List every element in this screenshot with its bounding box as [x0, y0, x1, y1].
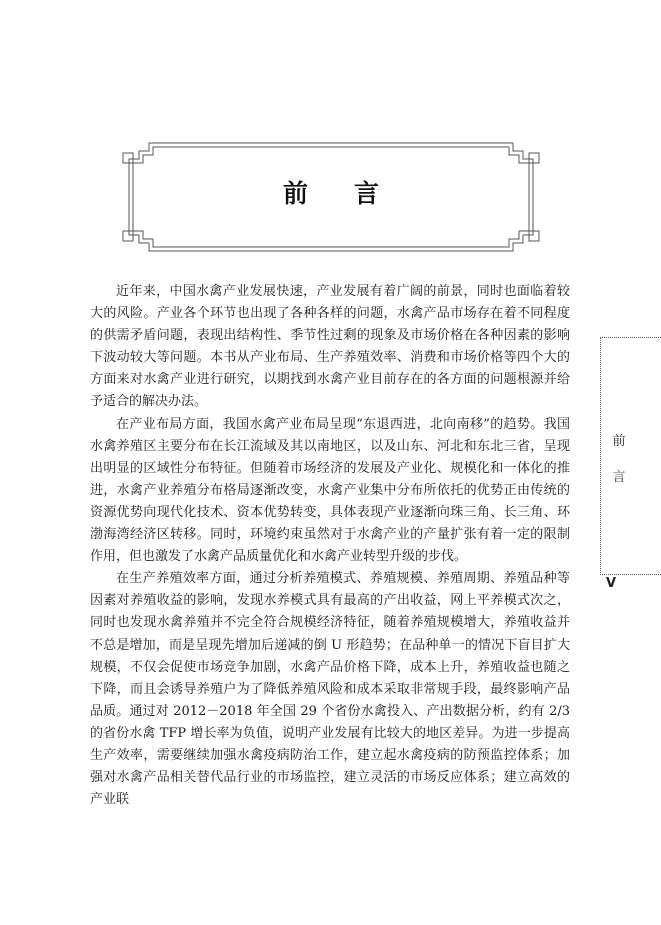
- preface-body: [90, 281, 570, 811]
- page-title: 前言: [282, 179, 425, 208]
- side-tab-char: 言: [612, 470, 626, 485]
- chapter-side-tab: [600, 337, 661, 575]
- page-number: V: [606, 576, 617, 591]
- paragraph: 在产业布局方面，我国水禽产业布局呈现“东退西进，北向南移”的趋势。我国水禽养殖区主要分布在长江流域及其以南地区，以及山东、河北和东北三省，呈现出明显的区域性分布特征。但随着市场经济的发展及产业化、规模化和一体化的推进，水禽产业养殖分布格局逐渐改变，水禽产业集中分布所依托的优势正由传统的资源优势向现代化技术、资本优势转变，具体表现产业逐渐向珠三角、长三角、环渤海湾经济区转移。同时，环境约束虽然对于水禽产业的产量扩张有着一定的限制作用，但也激发了水禽产品质量优化和水禽产业转型升级的步伐。: [90, 416, 570, 565]
- paragraph: 在生产养殖效率方面，通过分析养殖模式、养殖规模、养殖周期、养殖品种等因素对养殖收益的影响，发现水养模式具有最高的产出收益，网上平养模式次之，同时也发现水禽养殖并不完全符合规模经济特征，随着养殖规模增大，养殖收益并不总是增加，而是呈现先增加后递减的倒 U 形趋势；在品种单一的情况下盲目扩大规模，不仅会促使市场竞争加剧，水禽产品价格下降，成本上升，养殖收益也随之下降，而且会诱导养殖户为了降低养殖风险和成本采取非常规手段，最终影响产品品质。通过对 2012－2018 年全国 29 个省份水禽投入、产出数据分析，约有 2/3 的省份水禽 TFP 增长率为负值，说明产业发展有比较大的地区差异。为进一步提高生产效率，需要继续加强水禽疫病防治工作，建立起水禽疫病的防预监控体系；加强对水禽产品相关替代品行业的市场监控，建立灵活的市场反应体系；建立高效的产业联: [90, 571, 571, 808]
- title-frame: [121, 137, 541, 257]
- side-tab-char: 前: [612, 434, 626, 449]
- paragraph: 近年来，中国水禽产业发展快速，产业发展有着广阔的前景，同时也面临着较大的风险。产业各个环节也出现了各种各样的问题，水禽产品市场存在着不同程度的供需矛盾问题，表现出结构性、季节性过剩的现象及市场价格在各种因素的影响下波动较大等问题。本书从产业布局、生产养殖效率、消费和市场价格等四个大的方面来对水禽产业进行研究，以期找到水禽产业目前存在的各方面的问题根源并给予适合的解决办法。: [90, 284, 570, 410]
